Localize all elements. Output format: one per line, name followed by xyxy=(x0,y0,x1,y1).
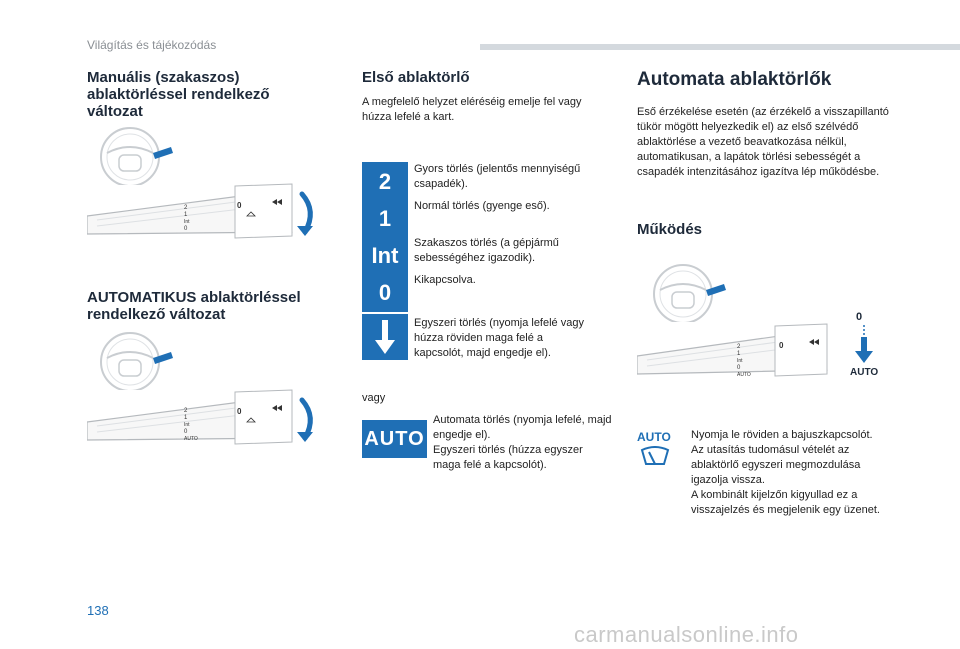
svg-text:AUTO: AUTO xyxy=(184,436,198,442)
heading-manual-version: Manuális (szakaszos) ablaktörléssel rendelkező változat xyxy=(87,69,270,120)
operation-text: Nyomja le röviden a bajuszkapcsolót. Az utasítás tudomásul vételét az ablaktörlő egyszeri megmozdulása igazolja vissza. A kombinált kijelzőn kigyullad ez a visszajelzés és megjelenik egy üzenet. xyxy=(691,429,880,516)
position-2-badge: 2 xyxy=(362,162,408,201)
svg-text:1: 1 xyxy=(737,351,741,357)
front-wiper-intro: A megfelelő helyzet eléréséig emelje fel vagy húzza lefelé a kart. xyxy=(362,96,582,123)
svg-text:Int: Int xyxy=(184,219,190,225)
auto-wipe-text: Automata törlés (nyomja lefelé, majd engedje el). Egyszeri törlés (húzza egyszer maga felé a kapcsolót). xyxy=(433,414,612,471)
svg-text:0: 0 xyxy=(237,407,242,416)
wiper-lever-illustration xyxy=(637,318,852,393)
page-number: 138 xyxy=(87,603,109,618)
position-2-text: Gyors törlés (jelentős mennyiségű csapadék). xyxy=(414,163,581,190)
position-0-text: Kikapcsolva. xyxy=(414,274,476,286)
auto-indicator-label: AUTO xyxy=(637,430,671,444)
svg-text:0: 0 xyxy=(737,365,741,371)
position-int-text: Szakaszos törlés (a gépjármű sebességéhez igazodik). xyxy=(414,237,559,264)
auto-badge: AUTO xyxy=(362,420,427,458)
steering-wheel-illustration xyxy=(648,262,728,322)
auto-wipers-intro: Eső érzékelése esetén (az érzékelő a visszapillantó tükör mögött helyezkedik el) az első szélvédő ablaktörlése a vezető beavatkozása nélkül, automatikusan, a lapátok törlési sebességét a csapadék intenzitásához igazítva lép működésbe. xyxy=(637,106,889,178)
chapter-title: Világítás és tájékozódás xyxy=(87,38,217,52)
position-int-badge: Int xyxy=(362,236,408,275)
svg-text:2: 2 xyxy=(184,205,188,211)
svg-text:0: 0 xyxy=(779,341,784,350)
wiper-lever-illustration xyxy=(87,176,327,256)
svg-text:AUTO: AUTO xyxy=(737,372,751,378)
single-wipe-text: Egyszeri törlés (nyomja lefelé vagy húzza röviden maga felé a kapcsolót, majd engedje el). xyxy=(414,317,584,359)
svg-text:1: 1 xyxy=(184,415,188,421)
svg-text:Int: Int xyxy=(737,358,743,364)
svg-text:2: 2 xyxy=(184,408,188,414)
watermark: carmanualsonline.info xyxy=(574,622,799,647)
svg-text:0: 0 xyxy=(237,201,242,210)
wiper-indicator-icon xyxy=(640,446,670,468)
heading-auto-version: AUTOMATIKUS ablaktörléssel rendelkező változat xyxy=(87,289,301,323)
position-1-text: Normál törlés (gyenge eső). xyxy=(414,200,550,212)
svg-text:Int: Int xyxy=(184,422,190,428)
svg-text:0: 0 xyxy=(184,226,188,232)
figure-zero-label: 0 xyxy=(856,311,863,323)
svg-text:0: 0 xyxy=(184,429,188,435)
position-0-badge: 0 xyxy=(362,273,408,312)
svg-text:1: 1 xyxy=(184,212,188,218)
wiper-lever-illustration xyxy=(87,382,327,462)
front-wiper-title: Első ablaktörlő xyxy=(362,69,470,86)
header-bar xyxy=(480,44,960,50)
svg-text:2: 2 xyxy=(737,344,741,350)
down-arrow-icon xyxy=(362,314,408,360)
or-text: vagy xyxy=(362,392,386,404)
figure-auto-label: AUTO xyxy=(850,367,879,378)
position-1-badge: 1 xyxy=(362,199,408,238)
auto-wipers-title: Automata ablaktörlők xyxy=(637,69,832,90)
operation-subheading: Működés xyxy=(637,221,703,238)
steering-wheel-illustration xyxy=(95,330,175,390)
push-down-arrow-icon xyxy=(854,325,874,365)
